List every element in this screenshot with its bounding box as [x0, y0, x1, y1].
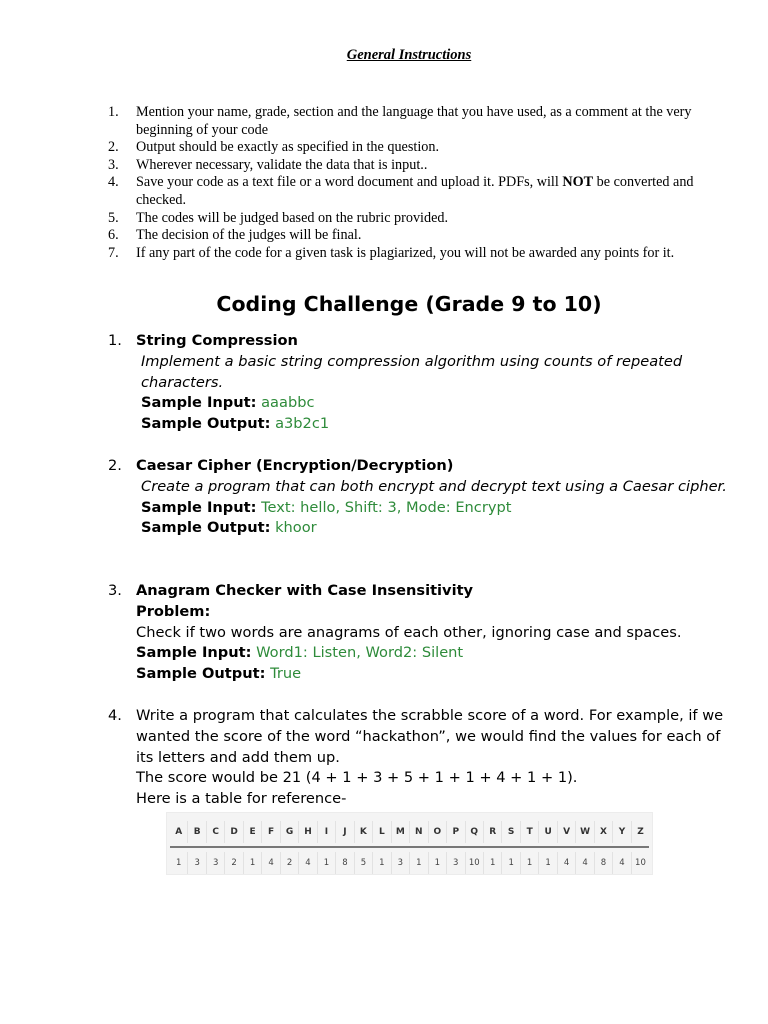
instruction-number: 7. — [108, 244, 119, 261]
table-value-cell: 4 — [298, 852, 316, 874]
table-letter-cell: C — [206, 821, 224, 843]
table-letter-cell: U — [538, 821, 556, 843]
score-example: The score would be 21 (4 + 1 + 3 + 5 + 1 + 1 + 4 + 1 + 1). — [136, 769, 578, 787]
scrabble-score-table — [166, 812, 653, 875]
table-letter-cell: O — [428, 821, 446, 843]
instruction-text: Wherever necessary, validate the data that is input.. — [136, 156, 428, 173]
problem-3 — [108, 581, 738, 685]
instruction-text — [136, 174, 738, 209]
table-value-cell: 2 — [224, 852, 242, 874]
instruction-number: 2. — [108, 139, 119, 156]
instruction-text: The decision of the judges will be final. — [136, 227, 362, 244]
problem-title: Anagram Checker with Case Insensitivity — [136, 582, 474, 599]
table-value-cell: 4 — [557, 852, 575, 874]
table-letter-cell: B — [187, 821, 205, 843]
problem-body — [136, 331, 738, 435]
problem-number: 4. — [108, 707, 122, 724]
general-instructions-title: General Instructions — [346, 47, 472, 63]
table-letter-cell: Q — [465, 821, 483, 843]
table-letter-cell: T — [520, 821, 538, 843]
table-letter-cell: V — [557, 821, 575, 843]
instruction-item — [108, 139, 738, 157]
instruction-text-part: Save your code as a text file or a word document and upload it. PDFs, will — [136, 174, 563, 191]
instruction-number: 5. — [108, 209, 119, 226]
table-value-cell: 3 — [187, 852, 205, 874]
instruction-text: Mention your name, grade, section and the language that you have used, as a comment at the very beginning of your code — [136, 104, 692, 138]
reference-note: Here is a table for reference- — [136, 790, 347, 808]
sample-output-label: Sample Output: — [136, 665, 266, 683]
table-letter-cell: S — [501, 821, 519, 843]
instruction-text: The codes will be judged based on the rubric provided. — [136, 209, 449, 226]
table-letter-cell: Y — [612, 821, 630, 843]
problem-number: 2. — [108, 457, 122, 474]
table-value-cell: 2 — [280, 852, 298, 874]
table-values-row — [170, 852, 649, 874]
table-value-cell: 10 — [631, 852, 649, 874]
table-letter-cell: A — [175, 827, 183, 837]
table-letter-cell: P — [446, 821, 464, 843]
problem-number: 3. — [108, 582, 122, 599]
table-value-cell: 4 — [612, 852, 630, 874]
instruction-item — [108, 245, 738, 263]
table-value-cell: 1 — [317, 852, 335, 874]
table-value-cell: 1 — [409, 852, 427, 874]
sample-output-value: True — [270, 665, 302, 683]
sample-input — [136, 498, 738, 519]
problem-row — [108, 456, 738, 539]
instruction-number: 6. — [108, 227, 119, 244]
problem-number: 1. — [108, 332, 122, 349]
table-letter-cell: N — [409, 821, 427, 843]
instruction-item — [108, 157, 738, 175]
table-value-cell: 1 — [428, 852, 446, 874]
sample-output-value: a3b2c1 — [275, 415, 330, 433]
sample-input — [136, 643, 738, 664]
table-value-cell: 3 — [206, 852, 224, 874]
table-letter-cell: X — [594, 821, 612, 843]
table-value-cell: 5 — [354, 852, 372, 874]
sample-input — [136, 393, 738, 414]
problem-title: Caesar Cipher (Encryption/Decryption) — [136, 457, 454, 474]
sample-input-label: Sample Input: — [141, 394, 257, 412]
problem-description: Check if two words are anagrams of each other, ignoring case and spaces. — [136, 623, 682, 641]
table-value-cell: 10 — [465, 852, 483, 874]
table-letter-cell: K — [354, 821, 372, 843]
sample-input-label: Sample Input: — [136, 644, 252, 662]
problem-label: Problem: — [136, 602, 211, 620]
instruction-text-part: be converted and checked. — [136, 174, 694, 208]
problem-title: String Compression — [136, 332, 298, 349]
general-instructions-list — [108, 104, 738, 262]
table-letter-cell: R — [483, 821, 501, 843]
instruction-text: If any part of the code for a given task is plagiarized, you will not be awarded any points for it. — [136, 244, 675, 261]
table-value-cell: 8 — [594, 852, 612, 874]
table-letter-cell: G — [280, 821, 298, 843]
sample-output-value: khoor — [275, 519, 317, 537]
sample-output-label: Sample Output: — [141, 415, 271, 433]
table-letter-cell: I — [317, 821, 335, 843]
table-value-cell: 1 — [372, 852, 390, 874]
sample-input-value: Text: hello, Shift: 3, Mode: Encrypt — [261, 498, 512, 516]
sample-input-value: Word1: Listen, Word2: Silent — [256, 644, 464, 662]
problem-body — [136, 456, 738, 539]
problem-description: Write a program that calculates the scrabble score of a word. For example, if we wanted the score of the word “hackathon”, we would find the values for each of its letters and add them up. — [136, 707, 724, 766]
table-value-cell: 1 — [520, 852, 538, 874]
sample-input-label: Sample Input: — [141, 498, 257, 516]
table-value-cell: 1 — [538, 852, 556, 874]
table-letter-cell: M — [391, 821, 409, 843]
sample-output — [136, 518, 738, 539]
sample-input-value: aaabbc — [261, 394, 315, 412]
problem-row — [108, 331, 738, 435]
table-value-cell: 4 — [261, 852, 279, 874]
table-value-cell: 1 — [501, 852, 519, 874]
table-letter-cell: W — [575, 821, 593, 843]
problem-4 — [108, 706, 738, 810]
instruction-number: 3. — [108, 156, 119, 173]
table-value-cell: 3 — [446, 852, 464, 874]
instruction-text: Output should be exactly as specified in the question. — [136, 139, 439, 156]
problem-row — [108, 581, 738, 685]
table-letter-cell: H — [298, 821, 316, 843]
instruction-item — [108, 174, 738, 209]
table-letter-cell: D — [224, 821, 242, 843]
table-value-cell: 4 — [575, 852, 593, 874]
instruction-item — [108, 104, 738, 139]
sample-output — [136, 414, 738, 435]
sample-output — [136, 664, 738, 685]
problem-1 — [108, 331, 738, 435]
table-value-cell: 3 — [391, 852, 409, 874]
table-letter-cell: F — [261, 821, 279, 843]
challenge-title: Coding Challenge (Grade 9 to 10) — [216, 292, 602, 316]
table-divider — [170, 846, 649, 848]
problem-description: Create a program that can both encrypt and decrypt text using a Caesar cipher. — [141, 477, 727, 495]
problem-2 — [108, 456, 738, 539]
problem-body — [136, 581, 738, 685]
table-letter-cell: J — [335, 821, 353, 843]
instruction-item — [108, 227, 738, 245]
instruction-number: 1. — [108, 104, 119, 120]
table-value-cell: 8 — [335, 852, 353, 874]
table-letter-cell: L — [372, 821, 390, 843]
instruction-item — [108, 210, 738, 228]
table-letter-cell: E — [243, 821, 261, 843]
problem-description: Implement a basic string compression algorithm using counts of repeated characters. — [141, 352, 683, 391]
problem-row — [108, 706, 738, 810]
instruction-emphasis: NOT — [562, 174, 594, 191]
problem-body — [136, 706, 738, 810]
table-value-cell: 1 — [483, 852, 501, 874]
table-letters-row — [170, 821, 649, 843]
table-value-cell: 1 — [176, 858, 182, 868]
instruction-number: 4. — [108, 174, 119, 191]
sample-output-label: Sample Output: — [141, 519, 271, 537]
table-letter-cell: Z — [631, 821, 649, 843]
table-value-cell: 1 — [243, 852, 261, 874]
